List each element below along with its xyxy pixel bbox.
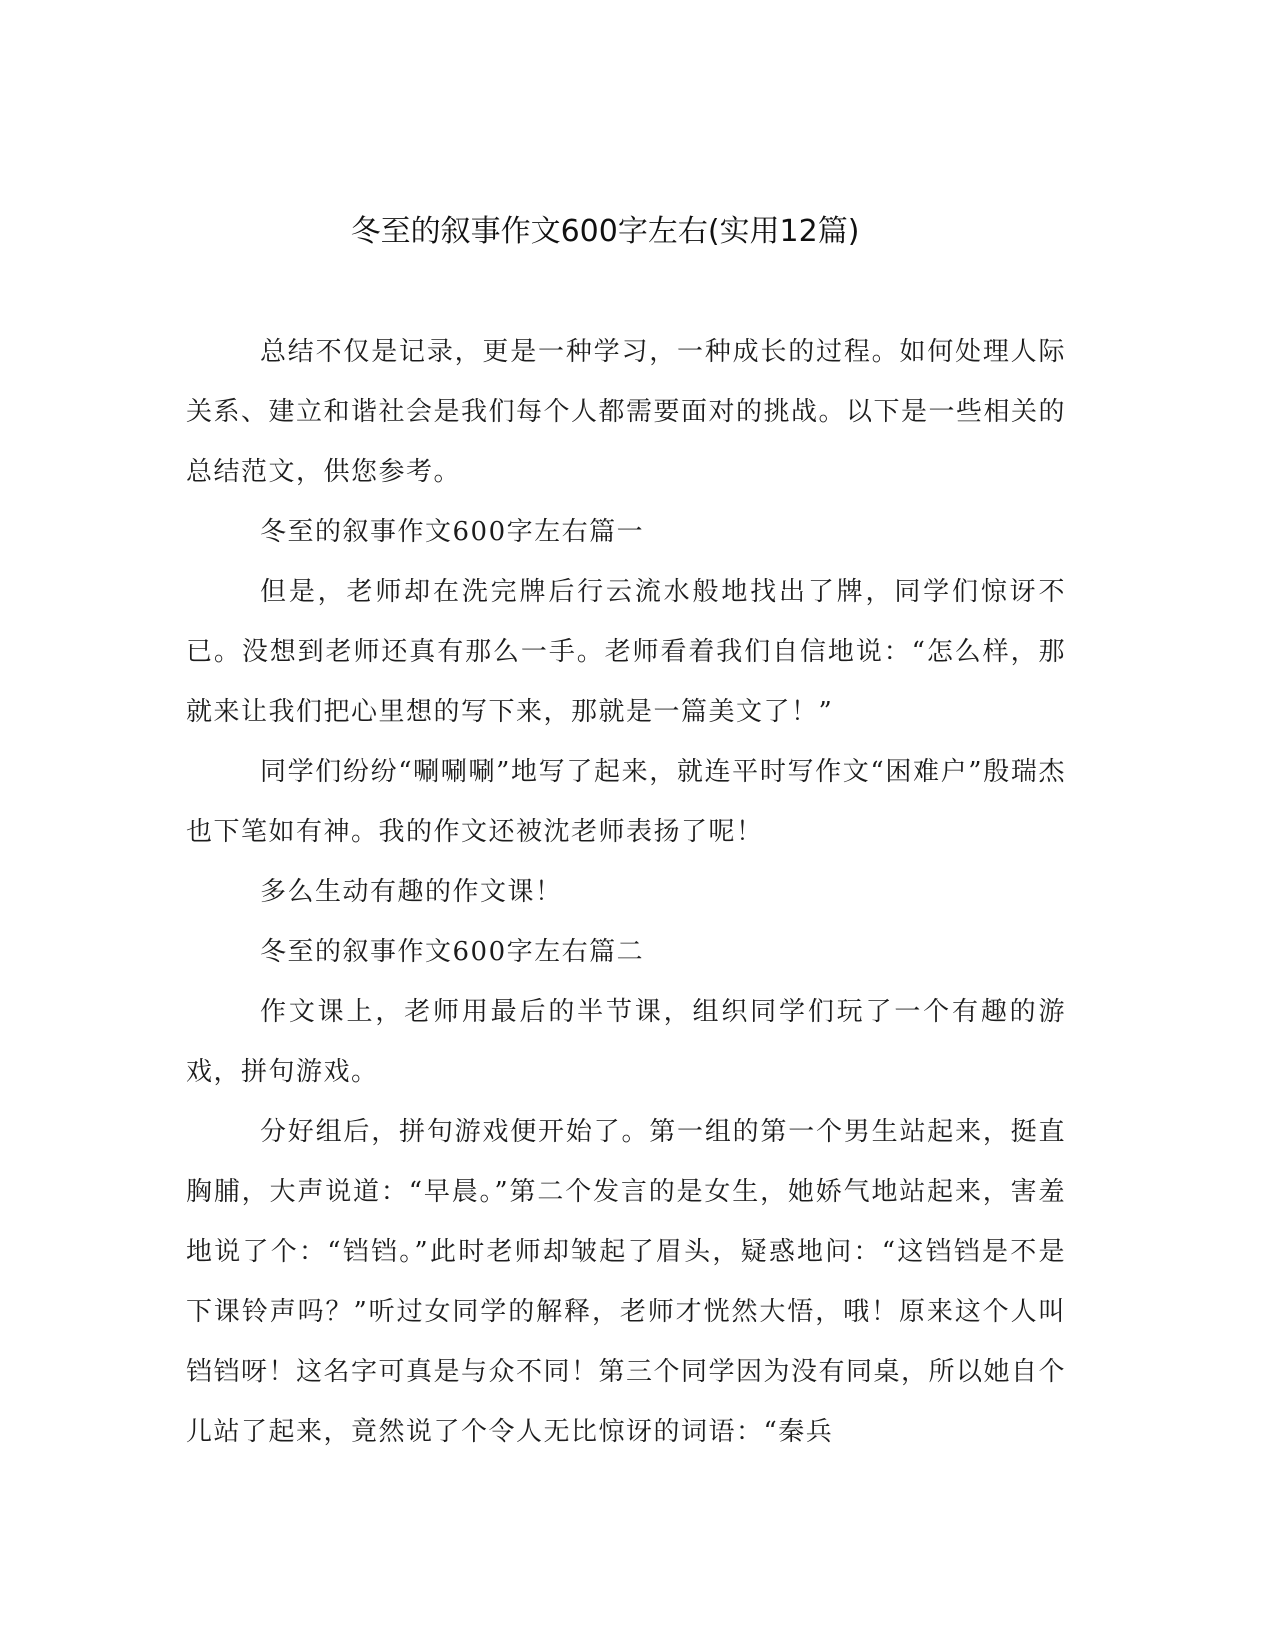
- paragraph: 作文课上，老师用最后的半节课，组织同学们玩了一个有趣的游戏，拼句游戏。: [186, 997, 1066, 1087]
- paragraph-intro: 总结不仅是记录，更是一种学习，一种成长的过程。如何处理人际关系、建立和谐社会是我们每个人都需要面对的挑战。以下是一些相关的总结范文，供您参考。: [186, 337, 1067, 487]
- paragraph: 但是，老师却在洗完牌后行云流水般地找出了牌，同学们惊讶不已。没想到老师还真有那么一手。老师看着我们自信地说：“怎么样，那就来让我们把心里想的写下来，那就是一篇美文了！”: [186, 577, 1066, 727]
- paragraph: 同学们纷纷“唰唰唰”地写了起来，就连平时写作文“困难户”殷瑞杰也下笔如有神。我的作文还被沈老师表扬了呢！: [186, 757, 1066, 847]
- section-heading-2: 冬至的叙事作文600字左右篇二: [260, 937, 645, 967]
- section-heading-1: 冬至的叙事作文600字左右篇一: [260, 517, 645, 547]
- document-title: 冬至的叙事作文600字左右(实用12篇): [350, 214, 860, 249]
- document-body: [186, 322, 1066, 1462]
- paragraph: 多么生动有趣的作文课！: [260, 877, 563, 907]
- paragraph: 分好组后，拼句游戏便开始了。第一组的第一个男生站起来，挺直胸脯，大声说道：“早晨。”第二个发言的是女生，她娇气地站起来，害羞地说了个：“铛铛。”此时老师却皱起了眉头，疑惑地问：“这铛铛是不是下课铃声吗？”听过女同学的解释，老师才恍然大悟，哦！原来这个人叫铛铛呀！这名字可真是与众不同！第三个同学因为没有同桌，所以她自个儿站了起来，竟然说了个令人无比惊讶的词语：“秦兵: [186, 1117, 1067, 1447]
